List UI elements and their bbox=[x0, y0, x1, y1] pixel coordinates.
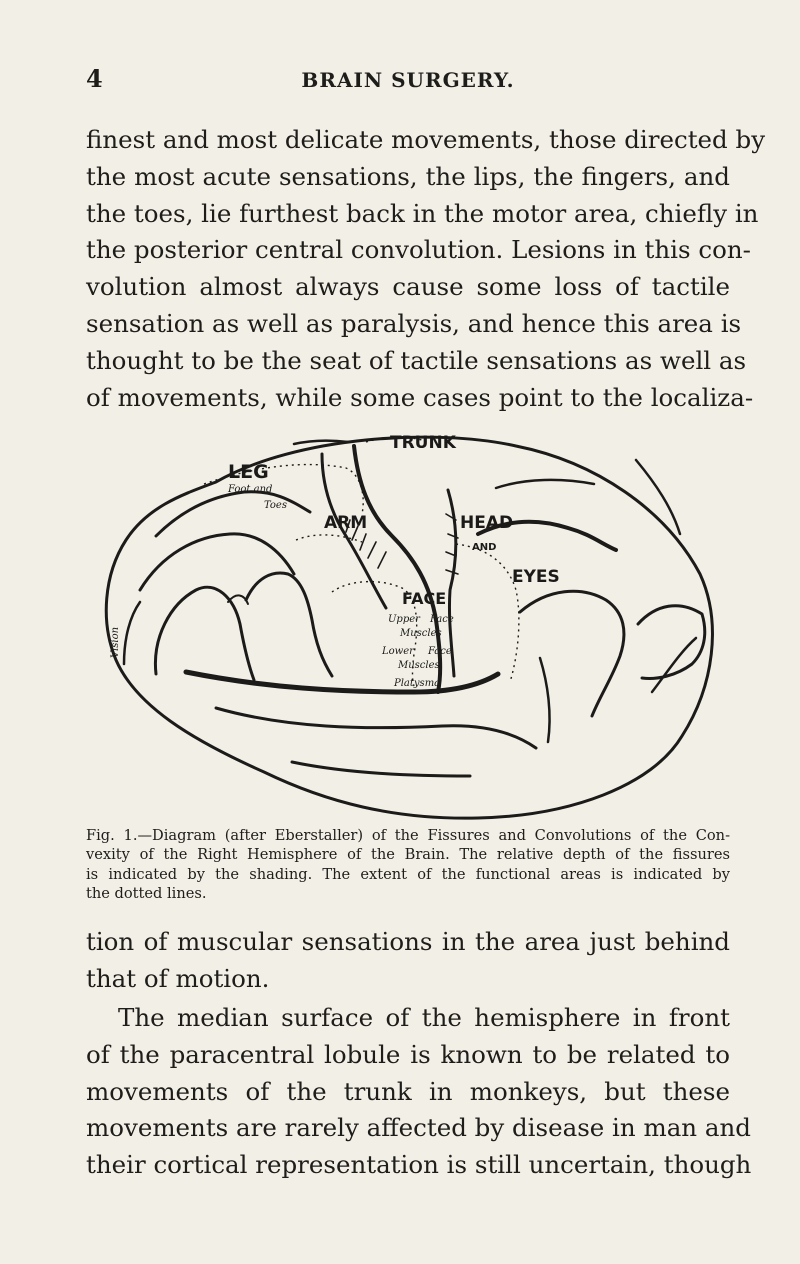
text-line: that of motion. bbox=[86, 963, 270, 993]
parietal-convolution bbox=[520, 591, 624, 716]
frontal-convolution-3 bbox=[124, 602, 140, 664]
label-muscles-upper: Muscles bbox=[400, 628, 442, 639]
text-line: the most acute sensations, the lips, the fingers, and bbox=[86, 161, 730, 191]
sylvian-fissure bbox=[186, 672, 498, 692]
caption-line: is indicated by the shading. The extent of the functional areas is indicated by bbox=[86, 865, 730, 883]
label-toes-2: Toes bbox=[264, 500, 287, 511]
paragraph-continuation bbox=[86, 924, 730, 998]
caption-line: vexity of the Right Hemisphere of the Brain. The relative depth of the fissures bbox=[86, 846, 730, 864]
text-line: the posterior central convolution. Lesions in this con- bbox=[86, 235, 751, 265]
interparietal-fissure-2 bbox=[496, 480, 594, 488]
text-line: their cortical representation is still uncertain, though bbox=[86, 1150, 752, 1180]
paragraph-top bbox=[86, 122, 766, 416]
label-eyes: EYES bbox=[512, 567, 560, 587]
caption-line: Fig. 1.—Diagram (after Eberstaller) of the Fissures and Convolutions of the Con- bbox=[86, 827, 730, 844]
brain-hemisphere-illustration bbox=[96, 424, 724, 822]
label-muscles-lower: Muscles bbox=[398, 660, 440, 671]
label-face: FACE bbox=[402, 589, 447, 608]
parieto-occipital-fissure bbox=[636, 460, 680, 534]
label-face-lower: Face bbox=[428, 646, 452, 657]
text-line: the toes, lie furthest back in the motor area, chiefly in bbox=[86, 198, 759, 228]
text-line: volution almost always cause some loss of tactile bbox=[86, 272, 730, 302]
text-line: sensation as well as paralysis, and hence this area is bbox=[86, 308, 742, 338]
label-head: HEAD bbox=[460, 513, 514, 533]
brain-diagram bbox=[96, 424, 724, 822]
caption-line: the dotted lines. bbox=[86, 884, 207, 902]
page-number: 4 bbox=[86, 64, 103, 93]
motor-area-boundary-posterior bbox=[456, 544, 519, 682]
running-head: BRAIN SURGERY. bbox=[301, 68, 515, 92]
page-header bbox=[86, 64, 730, 100]
paragraph-median-surface bbox=[86, 1000, 752, 1184]
label-platysma: Platysma bbox=[394, 678, 441, 689]
label-vision: Vision bbox=[110, 626, 121, 658]
text-line: of movements, while some cases point to the localiza- bbox=[86, 382, 754, 412]
text-line: movements are rarely affected by disease in man and bbox=[86, 1113, 751, 1143]
text-line: finest and most delicate movements, those directed by bbox=[86, 125, 766, 154]
label-arm: ARM bbox=[324, 513, 368, 533]
text-line: The median surface of the hemisphere in front bbox=[118, 1003, 730, 1032]
text-line: tion of muscular sensations in the area just behind bbox=[86, 927, 730, 956]
text-line: thought to be the seat of tactile sensations as well as bbox=[86, 345, 747, 375]
text-line: of the paracentral lobule is known to be related to bbox=[86, 1039, 730, 1069]
label-upper: Upper bbox=[388, 614, 420, 625]
frontal-convolution-1 bbox=[155, 587, 254, 680]
label-trunk: TRUNK bbox=[390, 433, 456, 453]
figure-caption bbox=[86, 826, 730, 903]
label-foot-and: Foot and bbox=[228, 484, 273, 495]
label-leg: LEG bbox=[228, 461, 269, 483]
frontal-convolution-2 bbox=[246, 573, 332, 676]
label-and: AND bbox=[472, 542, 497, 553]
label-face-upper: Face bbox=[430, 614, 454, 625]
inferior-temporal-fissure bbox=[292, 762, 470, 776]
superior-temporal-fissure bbox=[216, 708, 536, 748]
temporal-convolution bbox=[540, 658, 550, 742]
label-lower: Lower bbox=[382, 646, 414, 657]
inferior-frontal-fissure bbox=[140, 534, 294, 590]
text-line: movements of the trunk in monkeys, but these bbox=[86, 1076, 730, 1106]
